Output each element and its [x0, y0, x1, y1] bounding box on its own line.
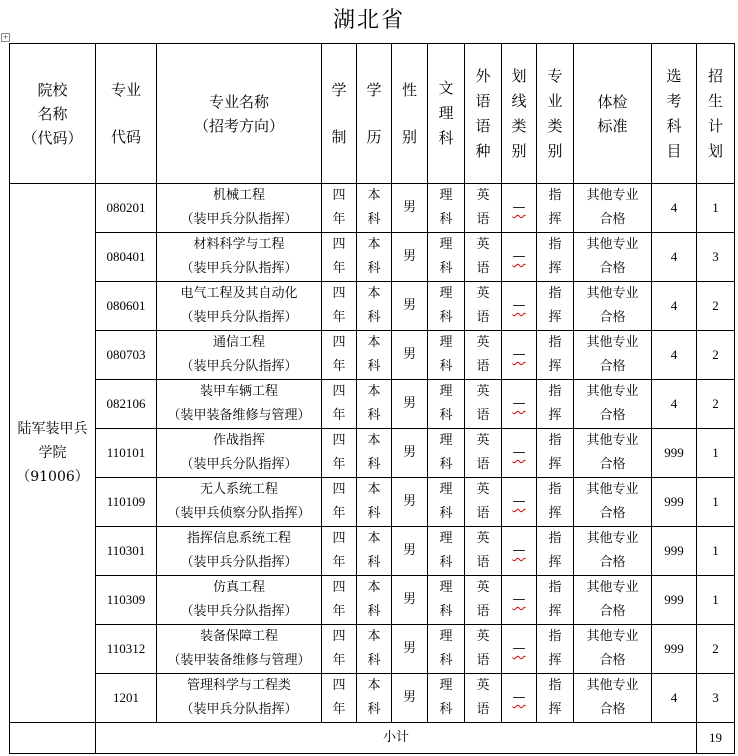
elective-subjects-cell: 4	[652, 282, 697, 331]
science-cell: 理 科	[428, 674, 465, 723]
elective-subjects-cell: 999	[652, 576, 697, 625]
line-type-value: —	[512, 641, 526, 656]
major-name: 装备保障工程	[199, 629, 278, 644]
major-name-cell	[157, 282, 322, 331]
enrollment-plan-cell: 1	[697, 478, 735, 527]
major-direction: （装甲兵分队指挥）	[180, 212, 298, 227]
physical-standard-cell: 其他专业 合格	[574, 282, 652, 331]
major-code: 110109	[96, 478, 157, 527]
science-cell: 理 科	[428, 380, 465, 429]
header-enrollment-plan: 招 生 计 划	[697, 44, 735, 184]
header-physical-standard: 体检 标准	[574, 44, 652, 184]
major-name: 材料科学与工程	[193, 237, 285, 252]
language-cell: 英 语	[465, 674, 502, 723]
science-cell: 理 科	[428, 478, 465, 527]
line-type-value: —	[512, 396, 526, 411]
line-type-value: —	[512, 347, 526, 362]
major-type-cell: 指 挥	[537, 282, 574, 331]
science-cell: 理 科	[428, 233, 465, 282]
science-cell: 理 科	[428, 527, 465, 576]
elective-subjects-cell: 999	[652, 625, 697, 674]
gender-cell: 男	[392, 478, 428, 527]
line-type-cell	[502, 233, 537, 282]
language-cell: 英 语	[465, 282, 502, 331]
elective-subjects-cell: 4	[652, 380, 697, 429]
table-row	[10, 625, 735, 674]
science-cell: 理 科	[428, 282, 465, 331]
header-major-name: 专业名称 （招考方向）	[157, 44, 322, 184]
table-row	[10, 674, 735, 723]
major-name: 仿真工程	[212, 580, 265, 595]
major-code: 1201	[96, 674, 157, 723]
enrollment-plan-cell: 1	[697, 429, 735, 478]
major-code: 080401	[96, 233, 157, 282]
subtotal-row	[10, 723, 735, 754]
language-cell: 英 语	[465, 527, 502, 576]
major-direction: （装甲兵分队指挥）	[180, 604, 298, 619]
major-name-cell	[157, 478, 322, 527]
line-type-value: —	[512, 249, 526, 264]
subtotal-label: 小计	[96, 723, 697, 754]
major-type-cell: 指 挥	[537, 527, 574, 576]
line-type-value: —	[512, 494, 526, 509]
header-elective-subjects: 选 考 科 目	[652, 44, 697, 184]
major-name-cell	[157, 674, 322, 723]
major-code: 082106	[96, 380, 157, 429]
major-name: 装甲车辆工程	[199, 384, 278, 399]
line-type-value: —	[512, 200, 526, 215]
major-name: 电气工程及其自动化	[180, 286, 298, 301]
header-school: 院校 名称 （代码）	[10, 44, 96, 184]
line-type-cell	[502, 478, 537, 527]
elective-subjects-cell: 4	[652, 184, 697, 233]
header-science-track: 文 理 科	[428, 44, 465, 184]
degree-cell: 本 科	[357, 331, 392, 380]
duration-cell: 四 年	[322, 331, 357, 380]
table-row	[10, 429, 735, 478]
language-cell: 英 语	[465, 233, 502, 282]
line-type-cell	[502, 576, 537, 625]
language-cell: 英 语	[465, 478, 502, 527]
degree-cell: 本 科	[357, 625, 392, 674]
line-type-cell	[502, 429, 537, 478]
degree-cell: 本 科	[357, 429, 392, 478]
elective-subjects-cell: 4	[652, 233, 697, 282]
major-name-cell	[157, 625, 322, 674]
header-duration: 学 制	[322, 44, 357, 184]
gender-cell: 男	[392, 625, 428, 674]
header-degree: 学 历	[357, 44, 392, 184]
table-row	[10, 233, 735, 282]
header-foreign-language: 外 语 语 种	[465, 44, 502, 184]
elective-subjects-cell: 4	[652, 331, 697, 380]
physical-standard-cell: 其他专业 合格	[574, 184, 652, 233]
line-type-value: —	[512, 543, 526, 558]
major-type-cell: 指 挥	[537, 478, 574, 527]
language-cell: 英 语	[465, 576, 502, 625]
elective-subjects-cell: 999	[652, 478, 697, 527]
major-direction: （装甲兵分队指挥）	[180, 702, 298, 717]
enrollment-plan-cell: 2	[697, 282, 735, 331]
duration-cell: 四 年	[322, 429, 357, 478]
table-row	[10, 527, 735, 576]
line-type-cell	[502, 282, 537, 331]
language-cell: 英 语	[465, 380, 502, 429]
enrollment-plan-cell: 1	[697, 184, 735, 233]
line-type-cell	[502, 184, 537, 233]
major-code: 110312	[96, 625, 157, 674]
school-name-cell: 陆军装甲兵 学院 （91006）	[10, 184, 96, 723]
gender-cell: 男	[392, 282, 428, 331]
table-row	[10, 478, 735, 527]
major-direction: （装甲兵分队指挥）	[180, 555, 298, 570]
admissions-table	[9, 43, 735, 754]
subtotal-blank-cell	[10, 723, 96, 754]
duration-cell: 四 年	[322, 233, 357, 282]
duration-cell: 四 年	[322, 380, 357, 429]
language-cell: 英 语	[465, 331, 502, 380]
major-name: 作战指挥	[212, 433, 265, 448]
major-type-cell: 指 挥	[537, 625, 574, 674]
major-code: 110301	[96, 527, 157, 576]
language-cell: 英 语	[465, 625, 502, 674]
gender-cell: 男	[392, 184, 428, 233]
physical-standard-cell: 其他专业 合格	[574, 233, 652, 282]
gender-cell: 男	[392, 527, 428, 576]
header-major-code: 专业 代码	[96, 44, 157, 184]
header-major-type: 专 业 类 别	[537, 44, 574, 184]
line-type-cell	[502, 625, 537, 674]
major-name: 通信工程	[212, 335, 265, 350]
major-type-cell: 指 挥	[537, 429, 574, 478]
science-cell: 理 科	[428, 331, 465, 380]
table-row	[10, 380, 735, 429]
major-direction: （装甲兵侦察分队指挥）	[167, 506, 311, 521]
major-code: 080703	[96, 331, 157, 380]
physical-standard-cell: 其他专业 合格	[574, 380, 652, 429]
major-name-cell	[157, 527, 322, 576]
table-row	[10, 282, 735, 331]
physical-standard-cell: 其他专业 合格	[574, 478, 652, 527]
line-type-cell	[502, 674, 537, 723]
enrollment-plan-cell: 3	[697, 233, 735, 282]
header-line-type: 划 线 类 别	[502, 44, 537, 184]
language-cell: 英 语	[465, 184, 502, 233]
duration-cell: 四 年	[322, 625, 357, 674]
major-type-cell: 指 挥	[537, 380, 574, 429]
degree-cell: 本 科	[357, 282, 392, 331]
major-type-cell: 指 挥	[537, 233, 574, 282]
enrollment-plan-cell: 2	[697, 331, 735, 380]
major-direction: （装甲兵分队指挥）	[180, 457, 298, 472]
physical-standard-cell: 其他专业 合格	[574, 674, 652, 723]
degree-cell: 本 科	[357, 527, 392, 576]
major-name-cell	[157, 233, 322, 282]
line-type-value: —	[512, 298, 526, 313]
gender-cell: 男	[392, 233, 428, 282]
gender-cell: 男	[392, 331, 428, 380]
major-name-cell	[157, 429, 322, 478]
table-row	[10, 576, 735, 625]
major-name-cell	[157, 331, 322, 380]
language-cell: 英 语	[465, 429, 502, 478]
elective-subjects-cell: 999	[652, 429, 697, 478]
major-name-cell	[157, 184, 322, 233]
physical-standard-cell: 其他专业 合格	[574, 625, 652, 674]
degree-cell: 本 科	[357, 674, 392, 723]
duration-cell: 四 年	[322, 478, 357, 527]
major-name-cell	[157, 380, 322, 429]
science-cell: 理 科	[428, 429, 465, 478]
major-direction: （装甲装备维修与管理）	[167, 408, 311, 423]
major-name: 指挥信息系统工程	[186, 531, 291, 546]
duration-cell: 四 年	[322, 674, 357, 723]
elective-subjects-cell: 999	[652, 527, 697, 576]
line-type-cell	[502, 331, 537, 380]
elective-subjects-cell: 4	[652, 674, 697, 723]
major-code: 080201	[96, 184, 157, 233]
enrollment-plan-cell: 2	[697, 380, 735, 429]
major-name: 管理科学与工程类	[186, 678, 291, 693]
degree-cell: 本 科	[357, 478, 392, 527]
gender-cell: 男	[392, 674, 428, 723]
degree-cell: 本 科	[357, 576, 392, 625]
duration-cell: 四 年	[322, 576, 357, 625]
major-type-cell: 指 挥	[537, 576, 574, 625]
degree-cell: 本 科	[357, 184, 392, 233]
table-row	[10, 184, 735, 233]
gender-cell: 男	[392, 380, 428, 429]
enrollment-plan-cell: 1	[697, 527, 735, 576]
physical-standard-cell: 其他专业 合格	[574, 576, 652, 625]
major-code: 110309	[96, 576, 157, 625]
physical-standard-cell: 其他专业 合格	[574, 527, 652, 576]
line-type-cell	[502, 380, 537, 429]
gender-cell: 男	[392, 576, 428, 625]
physical-standard-cell: 其他专业 合格	[574, 429, 652, 478]
duration-cell: 四 年	[322, 184, 357, 233]
duration-cell: 四 年	[322, 527, 357, 576]
enrollment-plan-cell: 2	[697, 625, 735, 674]
degree-cell: 本 科	[357, 233, 392, 282]
line-type-value: —	[512, 592, 526, 607]
major-type-cell: 指 挥	[537, 331, 574, 380]
major-direction: （装甲兵分队指挥）	[180, 359, 298, 374]
major-type-cell: 指 挥	[537, 674, 574, 723]
major-type-cell: 指 挥	[537, 184, 574, 233]
major-code: 110101	[96, 429, 157, 478]
table-row	[10, 331, 735, 380]
major-direction: （装甲兵分队指挥）	[180, 261, 298, 276]
physical-standard-cell: 其他专业 合格	[574, 331, 652, 380]
line-type-value: —	[512, 690, 526, 705]
enrollment-plan-cell: 3	[697, 674, 735, 723]
major-code: 080601	[96, 282, 157, 331]
gender-cell: 男	[392, 429, 428, 478]
header-gender: 性 别	[392, 44, 428, 184]
major-name: 无人系统工程	[199, 482, 278, 497]
duration-cell: 四 年	[322, 282, 357, 331]
subtotal-value: 19	[697, 723, 735, 754]
header-row	[10, 44, 735, 184]
table-move-handle-icon[interactable]: +	[2, 33, 9, 41]
major-name: 机械工程	[212, 188, 265, 203]
science-cell: 理 科	[428, 625, 465, 674]
major-direction: （装甲装备维修与管理）	[167, 653, 311, 668]
science-cell: 理 科	[428, 576, 465, 625]
degree-cell: 本 科	[357, 380, 392, 429]
line-type-value: —	[512, 445, 526, 460]
line-type-cell	[502, 527, 537, 576]
enrollment-plan-cell: 1	[697, 576, 735, 625]
page-title: 湖北省	[332, 8, 405, 33]
major-direction: （装甲兵分队指挥）	[180, 310, 298, 325]
major-name-cell	[157, 576, 322, 625]
science-cell: 理 科	[428, 184, 465, 233]
